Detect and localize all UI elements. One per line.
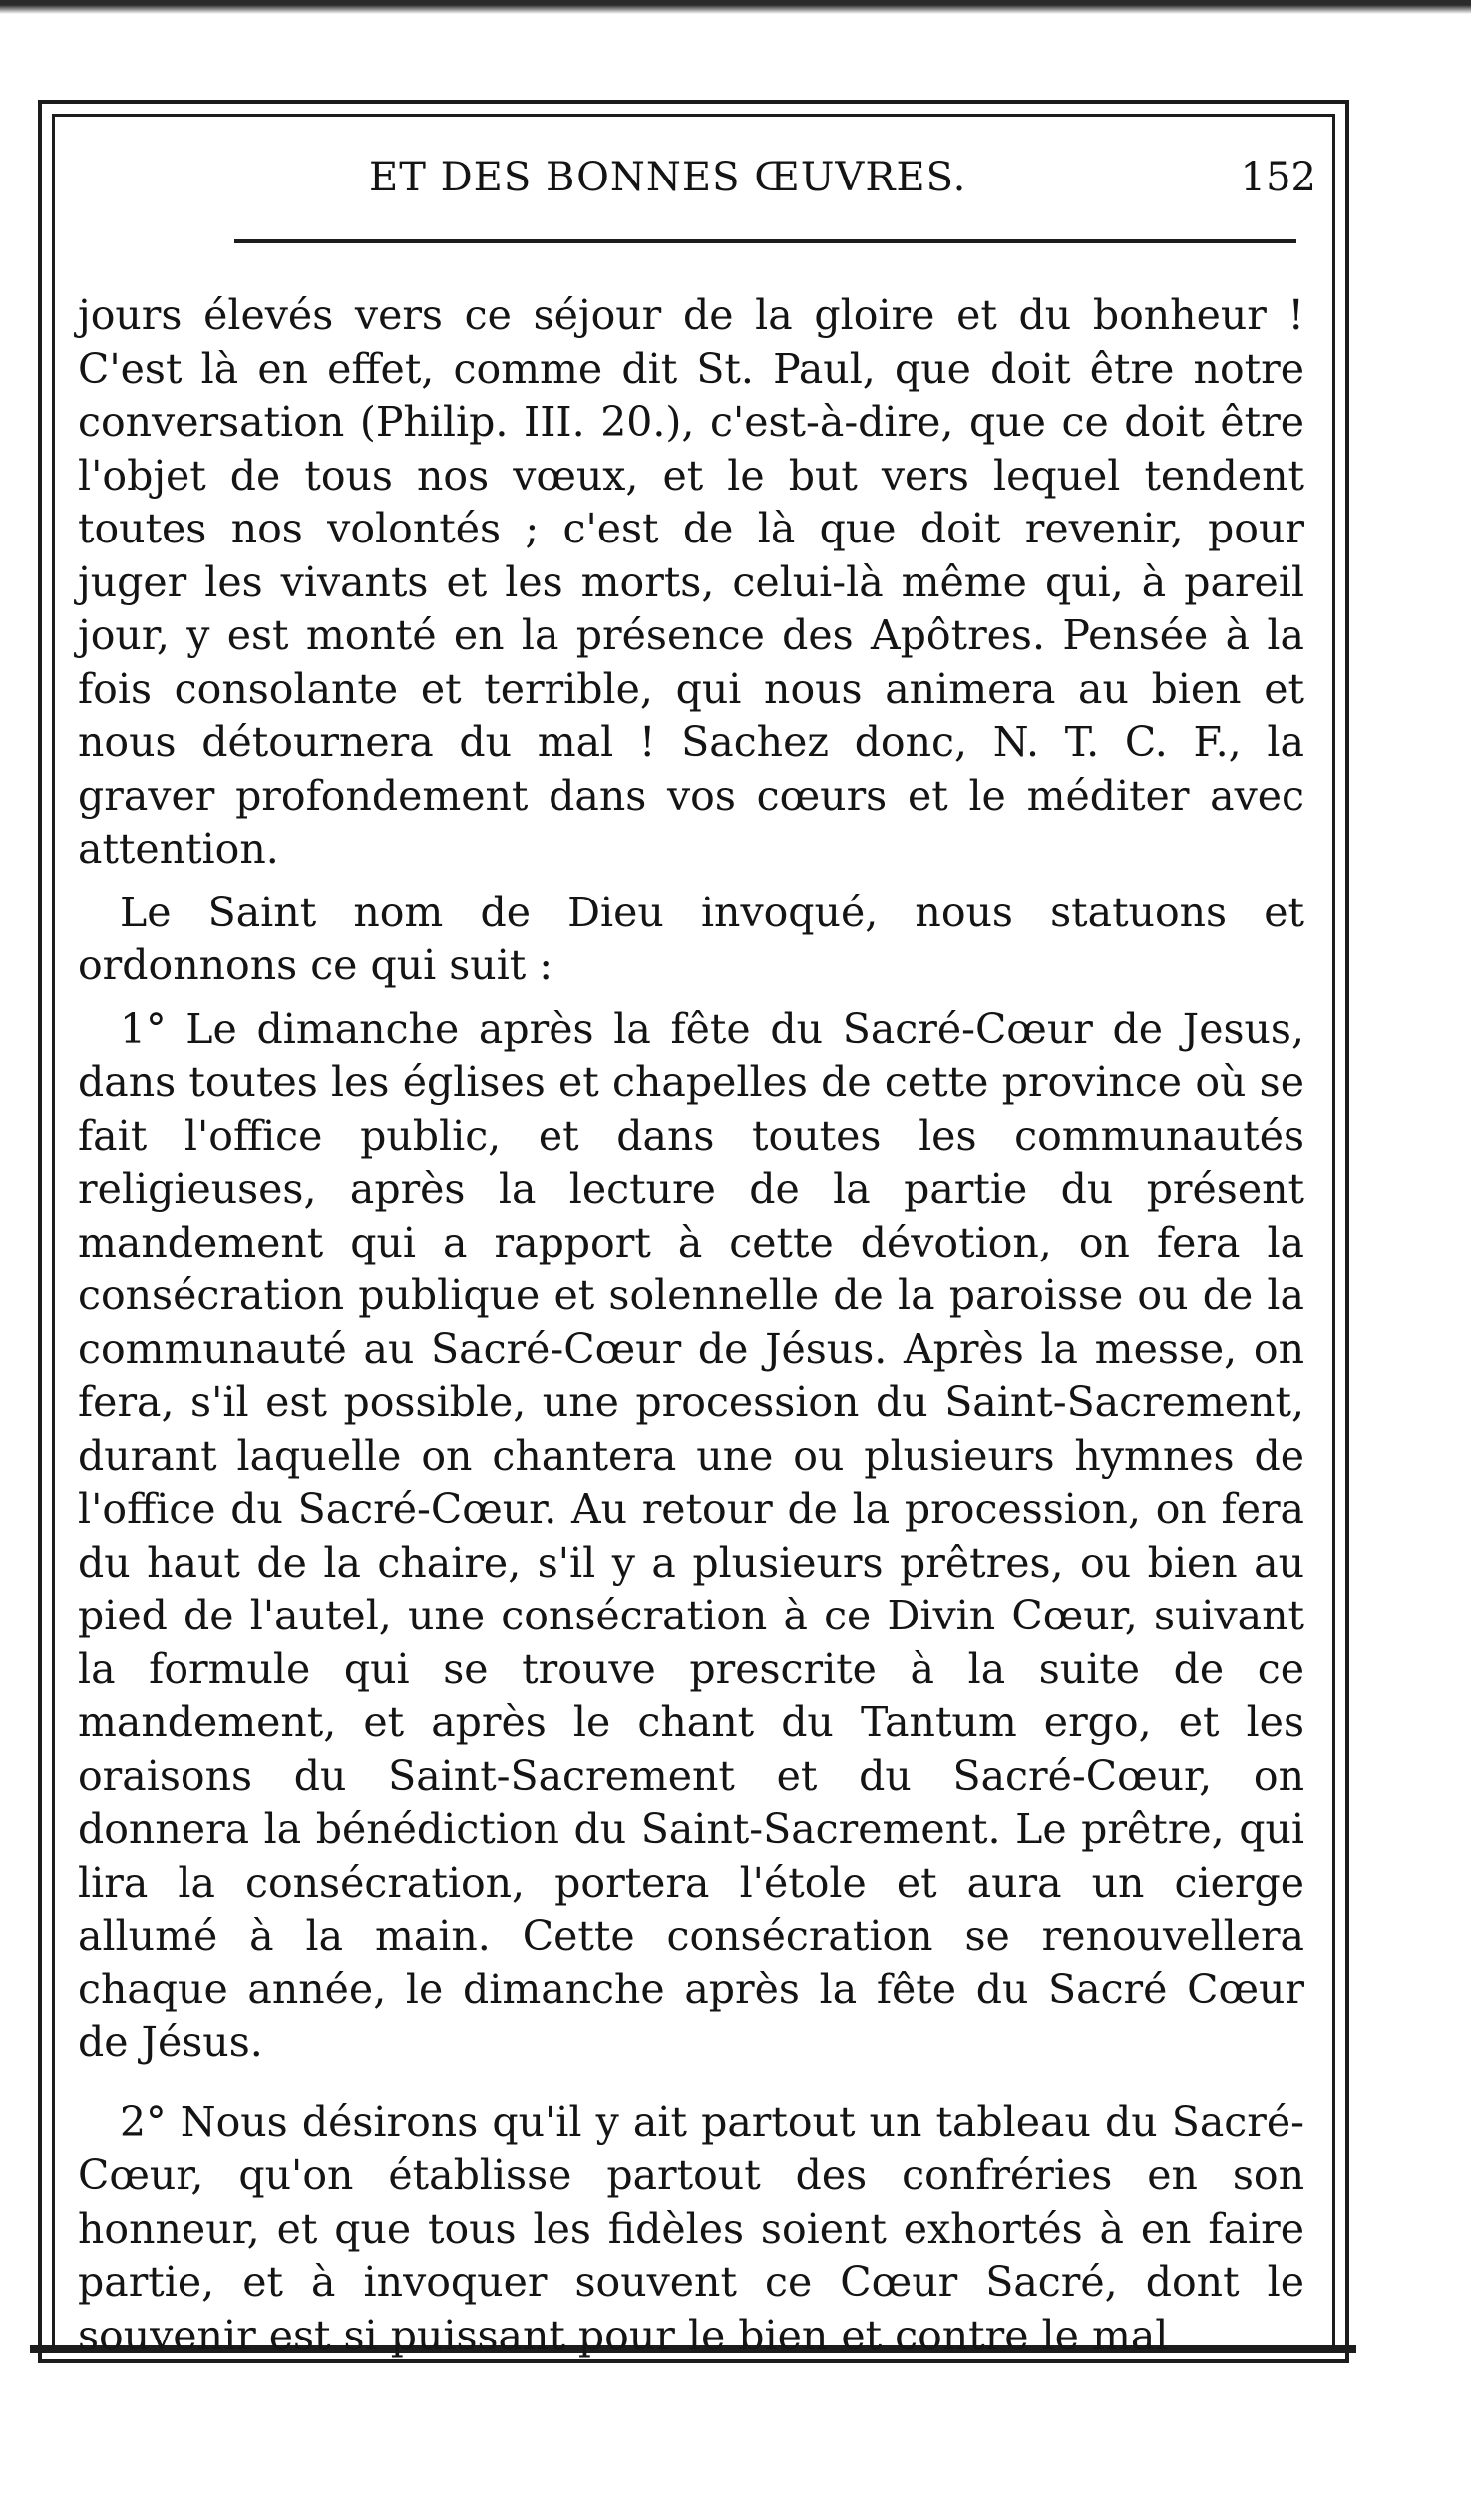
- header-rule: [234, 239, 1296, 243]
- running-head: [80, 155, 1316, 214]
- top-edge-rule: [0, 0, 1471, 14]
- paragraph-3: 1° Le dimanche après la fête du Sacré-Cœur de Jesus, dans toutes les églises et chapelles de cette province où se fait l'office public, et dans toutes les communautés religieuses, après la lecture de la partie du présent mandement qui a rapport à cette dévotion, on fera la consécration publique et solennelle de la paroisse ou de la communauté au Sacré-Cœur de Jésus. Après la messe, on fera, s'il est possible, une procession du Saint-Sacrement, durant laquelle on chantera une ou plusieurs hymnes de l'office du Sacré-Cœur. Au retour de la procession, on fera du haut de la chaire, s'il y a plusieurs prêtres, ou bien au pied de l'autel, une consécration à ce Divin Cœur, suivant la formule qui se trouve prescrite à la suite de ce mandement, et après le chant du Tantum ergo, et les oraisons du Saint-Sacrement et du Sacré-Cœur, on donnera la bénédiction du Saint-Sacrement. Le prêtre, qui lira la consécration, portera l'étole et aura un cierge allumé à la main. Cette consécration se renouvellera chaque année, le dimanche après la fête du Sacré Cœur de Jésus.: [78, 1004, 1304, 2066]
- paragraph-2: Le Saint nom de Dieu invoqué, nous statuons et ordonnons ce qui suit :: [78, 888, 1304, 989]
- running-title: ET DES BONNES ŒUVRES.: [369, 155, 967, 200]
- page-number: 152: [1240, 155, 1316, 200]
- paragraph-4: 2° Nous désirons qu'il y ait partout un tableau du Sacré-Cœur, qu'on établisse partout des confréries en son honneur, et que tous les fidèles soient exhortés à en faire partie, et à invoquer souvent ce Cœur Sacré, dont le souvenir est si puissant pour le bien et contre le mal: [78, 2097, 1304, 2359]
- body-text: [78, 289, 1304, 2362]
- paragraph-1: jours élevés vers ce séjour de la gloire et du bonheur ! C'est là en effet, comme dit St. Paul, que doit être notre conversation (Philip. III. 20.), c'est-à-dire, que ce doit être l'objet de tous nos vœux, et le but vers lequel tendent toutes nos volontés ; c'est de là que doit revenir, pour juger les vivants et les morts, celui-là même qui, à pareil jour, y est monté en la présence des Apôtres. Pensée à la fois consolante et terrible, qui nous animera au bien et nous détournera du mal ! Sachez donc, N. T. C. F., la graver profondement dans vos cœurs et le méditer avec attention.: [78, 291, 1304, 873]
